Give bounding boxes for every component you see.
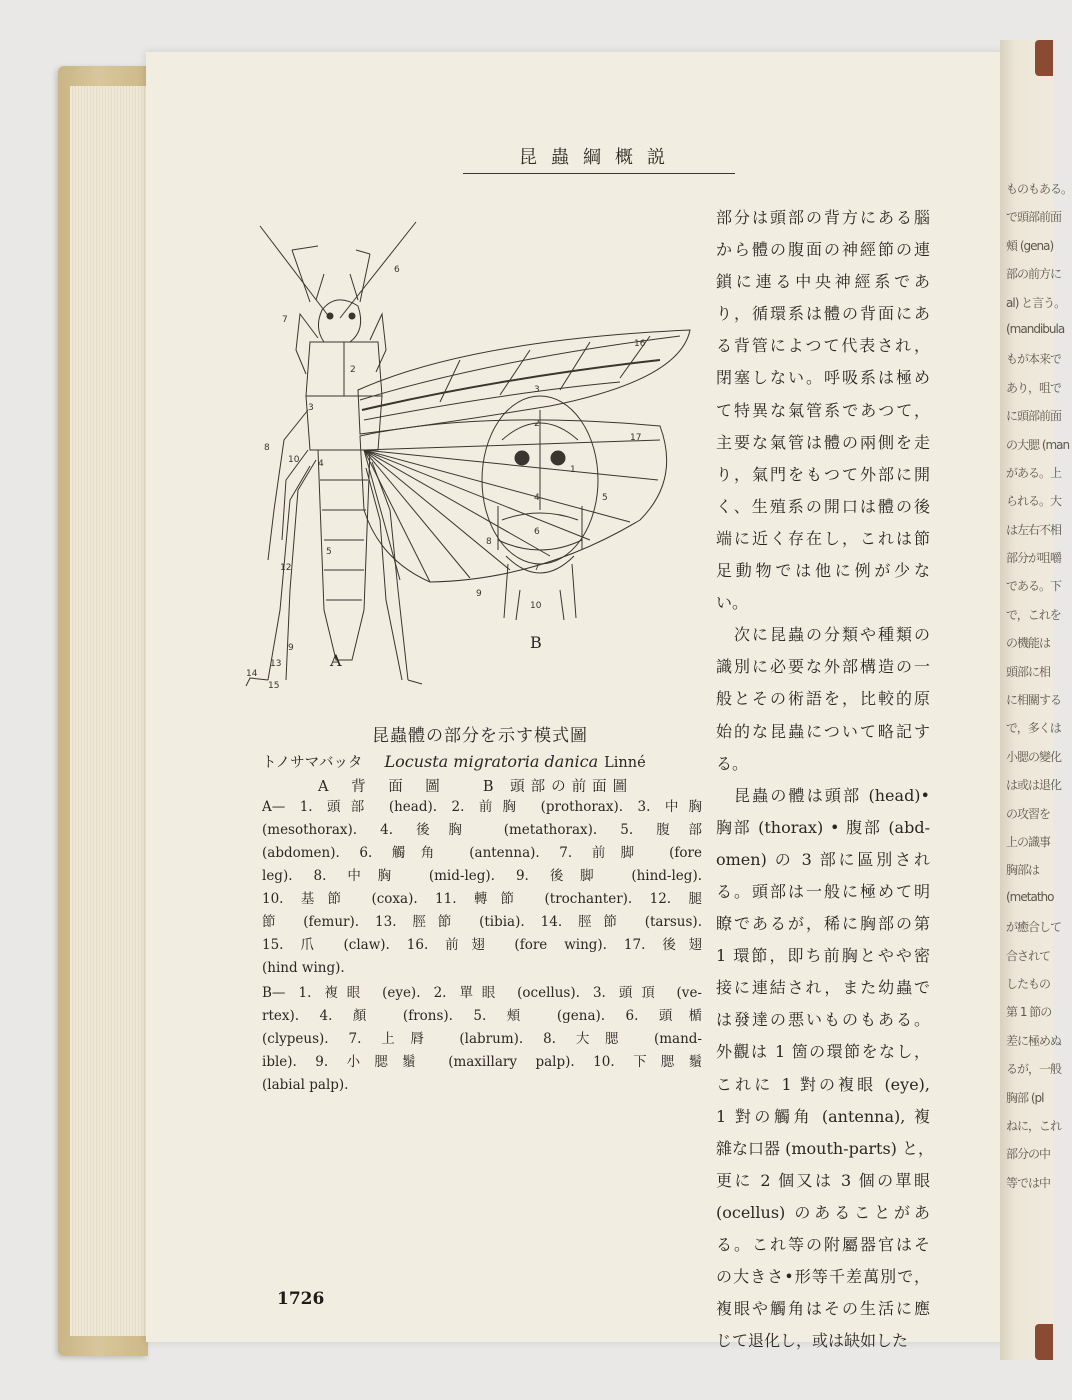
callout-b-9: 9 xyxy=(476,589,482,599)
page-number: 1726 xyxy=(277,1289,325,1309)
callout-b-2: 2 xyxy=(534,419,540,429)
species-author: Linné xyxy=(604,755,646,771)
body-text-line: 1 對の觸角 (antenna), 複 xyxy=(716,1106,930,1126)
caption-line: leg). 8. 中胸 (mid-leg). 9. 後脚 (hind-leg). xyxy=(262,868,702,884)
body-text-line: 瞭であるが，稀に胸部の第 xyxy=(716,914,930,934)
species-scientific-name: Locusta migratoria danica xyxy=(384,752,599,771)
body-text-line: 複眼や觸角はその生活に應 xyxy=(716,1299,930,1319)
locust-diagram xyxy=(240,210,702,690)
caption-line: A— 1. 頭部 (head). 2. 前胸 (prothorax). 3. 中胸 xyxy=(262,799,702,815)
caption-line: 節 (femur). 13. 脛節 (tibia). 14. 脛節 (tarsus). xyxy=(262,914,702,930)
body-text-line: て特異な氣管系であつて， xyxy=(716,400,930,420)
facing-page-line: 合されて xyxy=(1006,948,1051,963)
callout-b-5: 5 xyxy=(602,493,608,503)
facing-page-line: したもの xyxy=(1006,976,1051,991)
callout-a-8: 8 xyxy=(264,443,270,453)
body-text-line: 足動物では他に例が少な xyxy=(716,561,930,581)
caption-line: 10. 基節 (coxa). 11. 轉節 (trochanter). 12. 腿 xyxy=(262,891,702,907)
caption-line: B— 1. 複眼 (eye). 2. 單眼 (ocellus). 3. 頭頂 (ve- xyxy=(262,985,702,1001)
callout-b-10: 10 xyxy=(530,601,542,611)
body-text-line: 識別に必要な外部構造の一 xyxy=(716,657,930,677)
callout-a-2: 2 xyxy=(350,365,356,375)
facing-page-line: ねに，これ xyxy=(1006,1118,1062,1133)
body-text-line: い。 xyxy=(716,593,749,613)
body-text-line: は發達の悪いものもある。 xyxy=(716,1010,930,1030)
species-japanese-name: トノサマバッタ xyxy=(262,755,363,771)
facing-page-line: al) と言う。 xyxy=(1006,295,1066,310)
facing-page-line: 部分が咀嚼 xyxy=(1006,551,1062,566)
facing-page-line: の大腮 (man xyxy=(1006,437,1070,452)
caption-line: ible). 9. 小腮鬚 (maxillary palp). 10. 下腮鬚 xyxy=(262,1054,702,1070)
body-text-line: 主要な氣管は體の兩側を走 xyxy=(716,432,930,452)
facing-page-line: 部分の中 xyxy=(1006,1147,1051,1162)
facing-page-line: 小腮の變化 xyxy=(1006,749,1062,764)
body-text-line: 更に 2 個又は 3 個の單眼 xyxy=(716,1170,930,1190)
facing-page-line: に頭部前面 xyxy=(1006,409,1062,424)
body-text-line: り，循環系は體の背面にあ xyxy=(716,304,930,324)
facing-page-line: で，多くは xyxy=(1006,721,1061,736)
body-text-line: る。 xyxy=(716,753,749,773)
caption-line: rtex). 4. 顏 (frons). 5. 頰 (gena). 6. 頭楯 xyxy=(262,1008,702,1024)
panel-a-label: A xyxy=(330,651,342,670)
locust-dorsal-view xyxy=(246,222,690,686)
body-text-line: 外觀は 1 箇の環節をなし， xyxy=(716,1042,930,1062)
callout-a-17: 17 xyxy=(630,433,642,443)
panel-b-label: B xyxy=(530,633,542,652)
caption-line: (abdomen). 6. 觸角 (antenna). 7. 前脚 (fore xyxy=(262,845,702,861)
facing-page-line: は左右不相 xyxy=(1006,522,1062,537)
body-text-line: 閉塞しない。呼吸系は極め xyxy=(716,368,930,388)
body-text-line: 1 環節，即ち前胸とやや密 xyxy=(716,946,930,966)
callout-a-9: 9 xyxy=(288,643,294,653)
facing-page-line: は或は退化 xyxy=(1006,778,1062,793)
body-text-line: 般とその術語を，比較的原 xyxy=(716,689,930,709)
callout-a-10: 10 xyxy=(288,455,300,465)
facing-page-line: に相關する xyxy=(1006,693,1062,708)
body-text-line: る。これ等の附屬器官はそ xyxy=(716,1235,930,1254)
callout-a-6: 6 xyxy=(394,265,400,275)
callout-b-6: 6 xyxy=(534,527,540,537)
body-text-line: 雜な口器 (mouth-parts) と， xyxy=(716,1138,934,1158)
callout-a-15: 15 xyxy=(268,681,280,691)
body-text-line: から體の腹面の神經節の連 xyxy=(716,240,930,260)
view-b-label: B 頭部の前面圖 xyxy=(482,779,634,795)
view-labels xyxy=(318,775,698,796)
facing-page-line: がある。上 xyxy=(1006,465,1062,480)
caption-line: 15. 爪 (claw). 16. 前翅 (fore wing). 17. 後翅 xyxy=(262,937,702,953)
caption-line: (hind wing). xyxy=(262,960,345,976)
figure-callouts xyxy=(246,265,646,691)
locust-head-front-view xyxy=(482,396,598,620)
callout-a-14: 14 xyxy=(246,669,258,679)
callout-b-4: 4 xyxy=(534,493,540,503)
facing-page-line: である。下 xyxy=(1006,579,1062,594)
facing-page-line: 部の前方に xyxy=(1006,267,1062,282)
caption-line: (mesothorax). 4. 後胸 (metathorax). 5. 腹部 xyxy=(262,822,702,838)
facing-page-line: あり，咀で xyxy=(1006,380,1062,395)
facing-page-line: ものもある。 xyxy=(1006,182,1072,196)
panel-labels xyxy=(329,633,542,670)
body-text-line: 部分は頭部の背方にある腦 xyxy=(716,208,930,227)
body-text-line: の大きさ•形等千差萬別で， xyxy=(716,1267,930,1287)
facing-page-line: (metatho xyxy=(1006,889,1054,904)
species-line xyxy=(262,751,712,772)
body-text-line: じて退化し，或は缺如した xyxy=(716,1331,909,1351)
facing-page-text xyxy=(1006,180,1072,1280)
body-text-line: る。頭部は一般に極めて明 xyxy=(716,881,930,901)
callout-b-8: 8 xyxy=(486,537,492,547)
callout-a-7: 7 xyxy=(282,315,288,325)
body-text-line: る背管によつて代表され， xyxy=(716,336,930,356)
callout-b-3: 3 xyxy=(534,385,540,395)
callout-a-5: 5 xyxy=(326,547,332,557)
body-text-line: 端に近く存在し，これは節 xyxy=(716,528,930,548)
page-stack-edges xyxy=(70,86,146,1336)
body-text-line: (ocellus) のあることがあ xyxy=(716,1202,930,1222)
callout-a-13: 13 xyxy=(270,659,282,669)
callout-a-12: 12 xyxy=(280,563,292,573)
facing-page-line: るが，一般 xyxy=(1006,1062,1062,1077)
facing-page-line: 頭部に相 xyxy=(1006,664,1051,679)
facing-page-line: もが本来で xyxy=(1006,352,1062,367)
callout-a-3: 3 xyxy=(308,403,314,413)
facing-page-line: 第 1 節の xyxy=(1006,1005,1052,1020)
facing-page-line: の機能は xyxy=(1006,636,1051,651)
callout-b-7: 7 xyxy=(534,563,540,573)
facing-page-line: の攻習を xyxy=(1006,806,1051,821)
insect-figure xyxy=(240,210,702,690)
figure-caption xyxy=(262,796,702,1097)
body-text-line: り，氣門をもつて外部に開 xyxy=(716,464,930,484)
callout-a-4: 4 xyxy=(318,459,324,469)
body-text-line: く、生殖系の開口は體の後 xyxy=(716,496,930,516)
caption-line: (clypeus). 7. 上脣 (labrum). 8. 大腮 (mand- xyxy=(262,1031,702,1047)
callout-b-1: 1 xyxy=(570,465,576,475)
facing-page-line: 上の識事 xyxy=(1006,834,1051,849)
facing-page-line: られる。大 xyxy=(1006,494,1062,509)
body-text-line: 昆蟲の體は頭部 (head)• xyxy=(734,785,930,805)
body-text-line: 次に昆蟲の分類や種類の xyxy=(734,625,930,645)
body-text-column xyxy=(716,202,934,1357)
spine-strap-top xyxy=(1035,40,1053,76)
facing-page-line: が癒合して xyxy=(1006,920,1062,935)
running-head: 昆蟲綱概説 xyxy=(463,143,735,174)
callout-a-16: 16 xyxy=(634,339,646,349)
facing-page-line: で，これを xyxy=(1006,607,1061,622)
facing-page-line: 胸部 (pl xyxy=(1006,1090,1044,1105)
facing-page-line: 等では中 xyxy=(1006,1175,1051,1190)
body-text-line: omen) の 3 部に區別され xyxy=(716,849,930,869)
body-text-line: 胸部 (thorax) • 腹部 (abd- xyxy=(716,817,930,837)
caption-line: (labial palp). xyxy=(262,1077,349,1093)
facing-page-line: で頭部前面 xyxy=(1006,210,1062,225)
body-text-line: 鎖に連る中央神經系であ xyxy=(716,272,930,292)
facing-page-line: 差に極めぬ xyxy=(1006,1033,1062,1048)
body-text-line: 始的な昆蟲について略記す xyxy=(716,721,930,741)
spine-strap-bottom xyxy=(1035,1324,1053,1360)
view-a-label: A 背 面 圖 xyxy=(318,779,449,795)
body-text-line: これに 1 對の複眼 (eye), xyxy=(716,1074,930,1094)
facing-page-line: 頰 (gena) xyxy=(1006,238,1054,253)
body-text-line: 接に連結され，また幼蟲で xyxy=(716,978,930,998)
figure-title: 昆蟲體の部分を示す模式圖 xyxy=(372,726,588,746)
facing-page-line: 胸部は xyxy=(1006,863,1040,878)
facing-page-line: (mandibula xyxy=(1006,321,1065,336)
